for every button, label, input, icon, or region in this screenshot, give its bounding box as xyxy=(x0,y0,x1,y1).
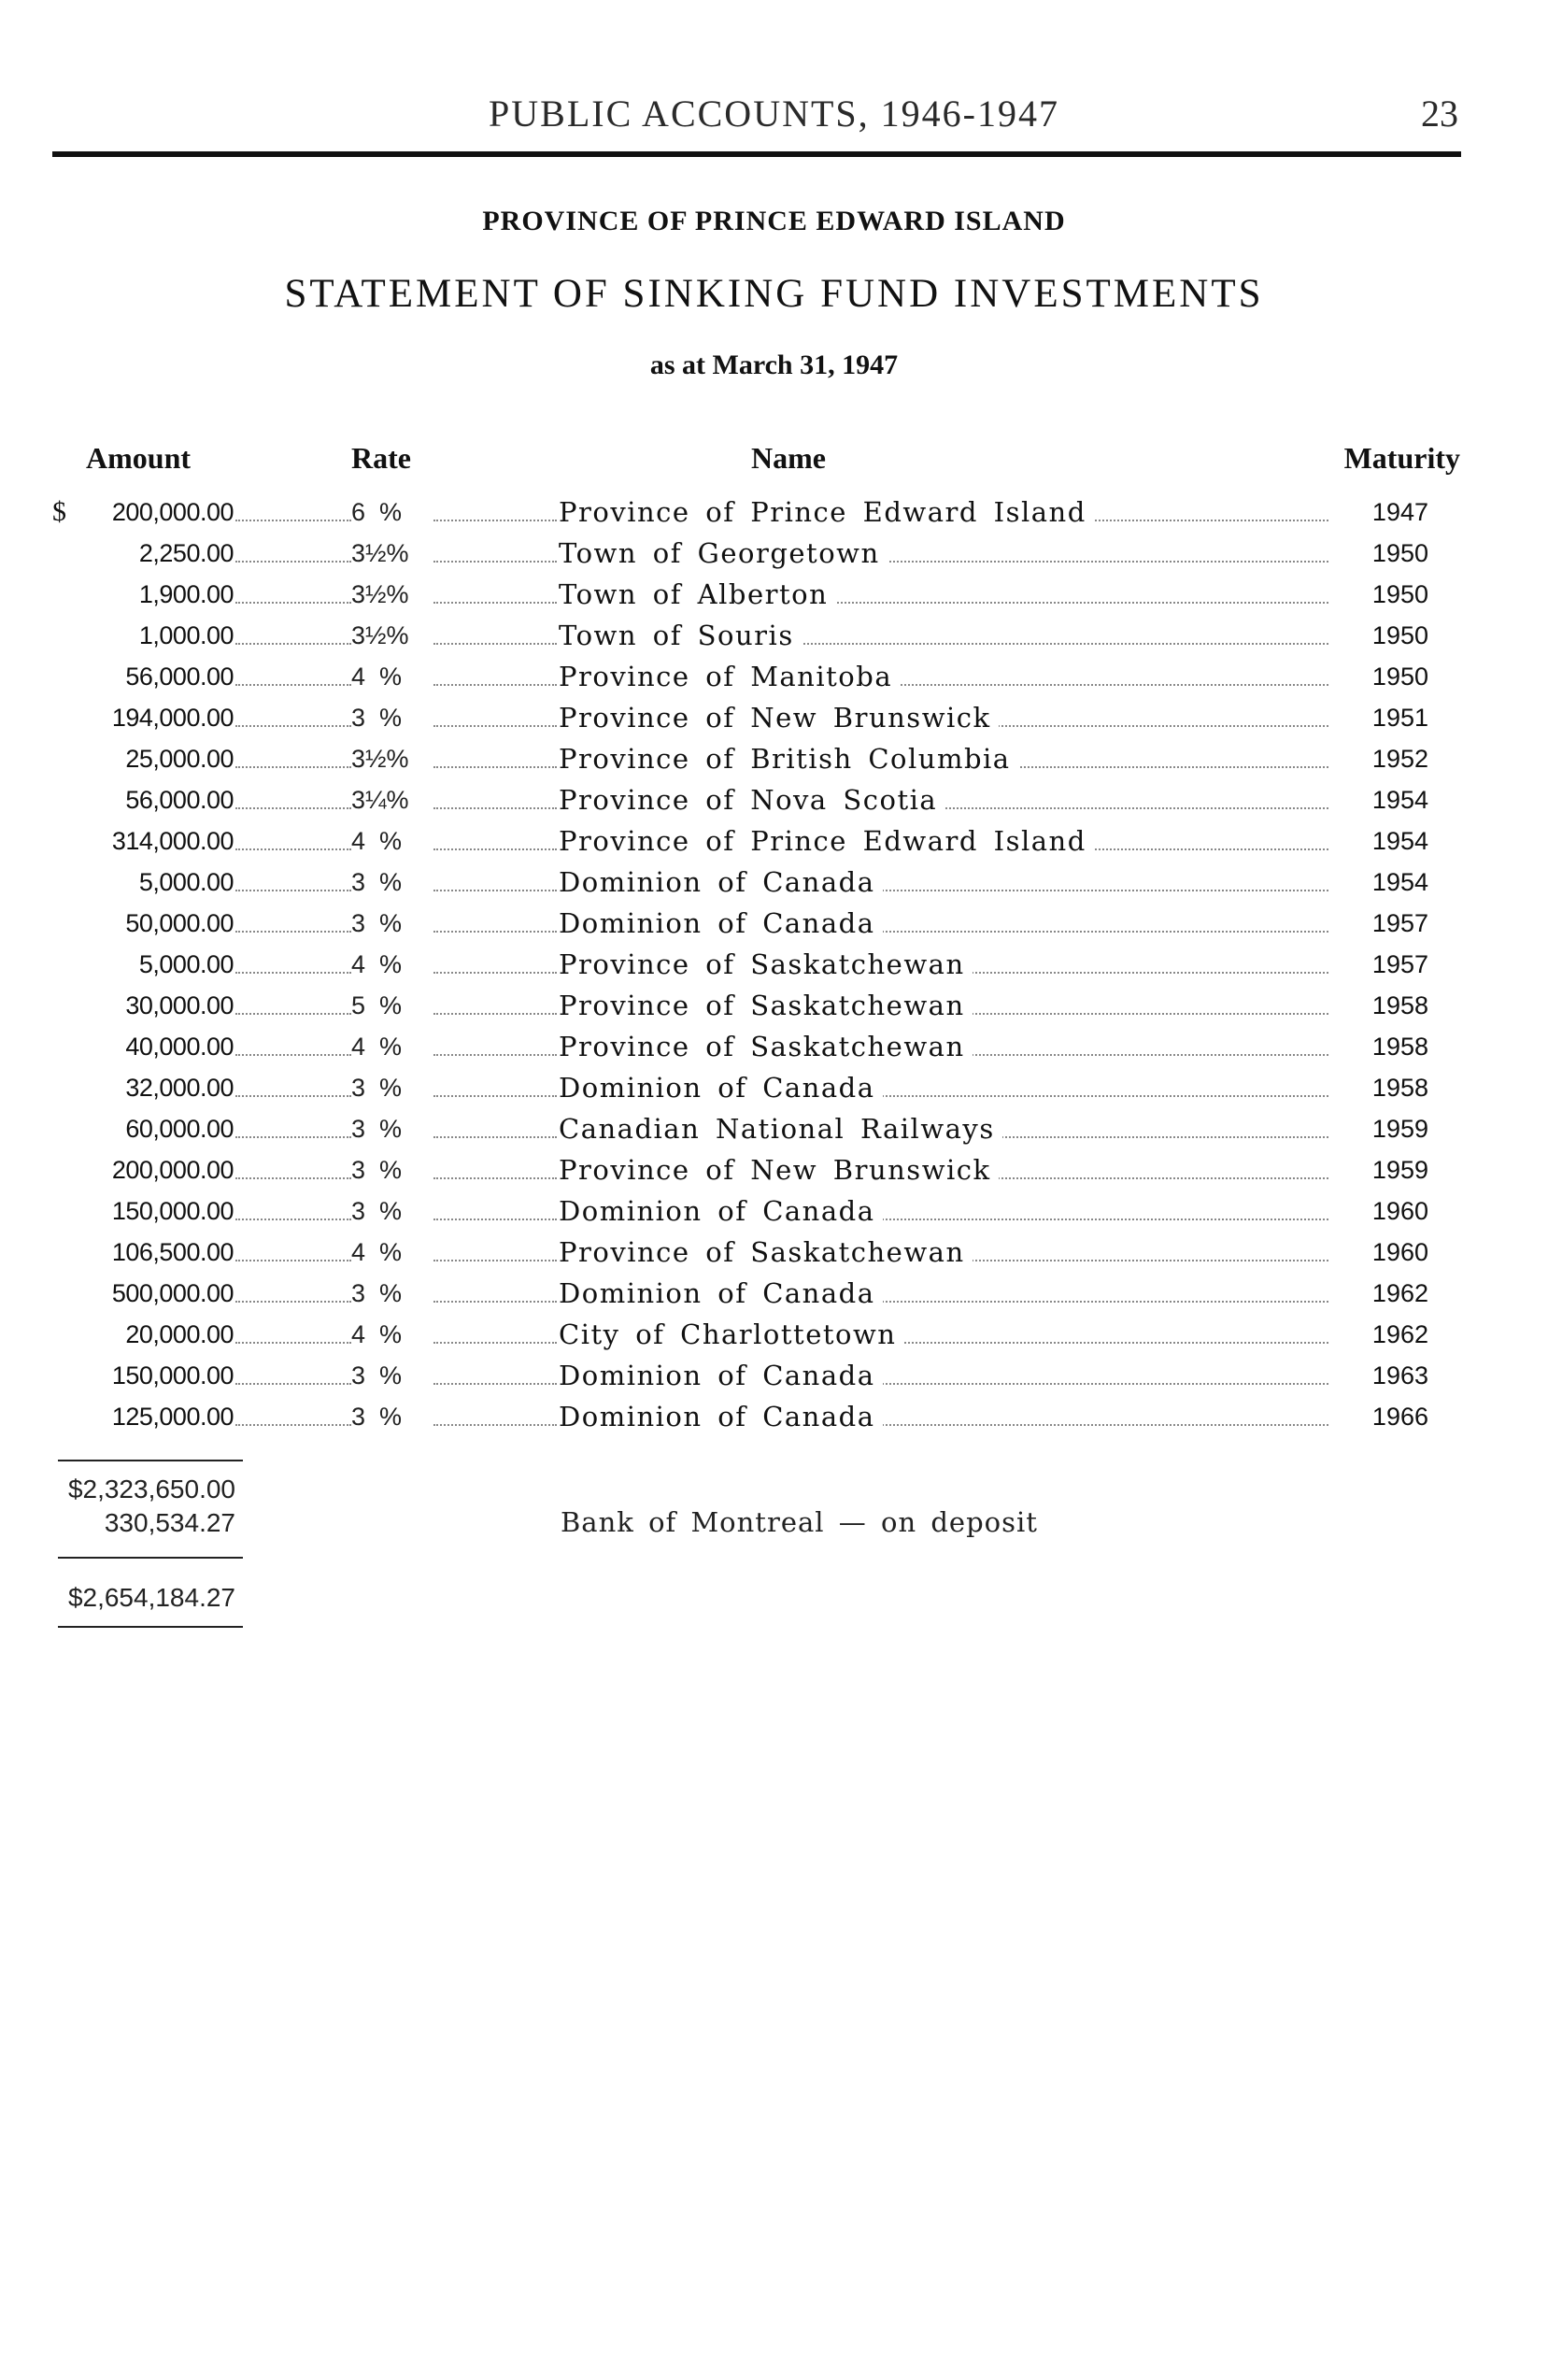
dot-leader xyxy=(235,574,351,604)
dot-leader xyxy=(433,985,557,1015)
table-row xyxy=(0,615,1548,656)
deposit-label: Bank of Montreal — on deposit xyxy=(561,1506,1038,1538)
amount-cell: 5,000.00 xyxy=(138,868,234,896)
table-row xyxy=(0,697,1548,738)
dot-leader xyxy=(433,1314,557,1344)
table-row xyxy=(0,656,1548,697)
dot-leader xyxy=(235,1314,351,1344)
amount-cell: 60,000.00 xyxy=(125,1115,234,1143)
dot-leader xyxy=(235,656,351,686)
table-row xyxy=(0,985,1548,1026)
rate-cell: 3 % xyxy=(351,1115,403,1143)
grand-total: $2,654,184.27 xyxy=(67,1583,235,1612)
maturity-cell: 1962 xyxy=(1371,1279,1428,1307)
column-header-rate: Rate xyxy=(351,441,411,475)
name-cell: Province of Prince Edward Island xyxy=(559,492,1094,533)
name-cell: Province of Saskatchewan xyxy=(559,1232,973,1273)
table-row xyxy=(0,1314,1548,1355)
name-cell: Province of New Brunswick xyxy=(559,1149,999,1190)
dot-leader xyxy=(433,574,557,604)
dot-leader xyxy=(433,697,557,727)
maturity-cell: 1950 xyxy=(1371,580,1428,608)
dot-leader xyxy=(433,1355,557,1385)
dot-leader xyxy=(235,615,351,645)
dot-leader xyxy=(235,697,351,727)
rate-cell: 3½% xyxy=(351,580,409,608)
maturity-cell: 1950 xyxy=(1371,539,1428,567)
dot-leader xyxy=(235,1232,351,1261)
dot-leader xyxy=(235,1026,351,1056)
name-cell: Province of New Brunswick xyxy=(559,697,999,738)
table-row xyxy=(0,903,1548,944)
table-row xyxy=(0,1273,1548,1314)
column-headers xyxy=(0,441,1548,478)
rate-cell: 4 % xyxy=(351,827,403,855)
amount-cell: 50,000.00 xyxy=(125,909,234,937)
rate-cell: 3 % xyxy=(351,1156,403,1184)
table-row xyxy=(0,1396,1548,1437)
dot-leader xyxy=(433,656,557,686)
dot-leader xyxy=(235,985,351,1015)
dot-leader xyxy=(235,738,351,768)
header-rule xyxy=(52,151,1461,157)
dot-leader xyxy=(433,1190,557,1220)
total-underline xyxy=(58,1626,243,1628)
subtotal-rule xyxy=(58,1460,243,1461)
rate-cell: 3 % xyxy=(351,1279,403,1307)
maturity-cell: 1960 xyxy=(1371,1238,1428,1266)
dot-leader xyxy=(235,1396,351,1426)
maturity-cell: 1963 xyxy=(1371,1361,1428,1390)
column-header-name: Name xyxy=(751,441,826,475)
amount-cell: 150,000.00 xyxy=(111,1197,234,1225)
rate-cell: 4 % xyxy=(351,1320,403,1348)
amount-cell: 314,000.00 xyxy=(111,827,234,855)
name-cell: Dominion of Canada xyxy=(559,1273,883,1314)
name-cell: Province of Saskatchewan xyxy=(559,1026,973,1067)
maturity-cell: 1960 xyxy=(1371,1197,1428,1225)
rate-cell: 3 % xyxy=(351,868,403,896)
name-cell: Dominion of Canada xyxy=(559,1190,883,1232)
name-cell: Town of Georgetown xyxy=(559,533,888,574)
table-row xyxy=(0,492,1548,533)
subtotal-amount: $2,323,650.00 xyxy=(67,1475,235,1504)
maturity-cell: 1954 xyxy=(1371,868,1428,896)
amount-cell: 106,500.00 xyxy=(111,1238,234,1266)
currency-symbol: $ xyxy=(52,496,66,527)
dot-leader xyxy=(433,1108,557,1138)
name-cell: Province of Saskatchewan xyxy=(559,944,973,985)
amount-cell: 150,000.00 xyxy=(111,1361,234,1390)
name-cell: Province of Manitoba xyxy=(559,656,900,697)
amount-cell: 125,000.00 xyxy=(111,1403,234,1431)
dot-leader xyxy=(433,492,557,521)
maturity-cell: 1950 xyxy=(1371,663,1428,691)
amount-cell: 500,000.00 xyxy=(111,1279,234,1307)
dot-leader xyxy=(433,1067,557,1097)
amount-cell: 194,000.00 xyxy=(111,704,234,732)
rate-cell: 6 % xyxy=(351,498,403,526)
table-row xyxy=(0,1232,1548,1273)
dot-leader xyxy=(433,862,557,891)
dot-leader xyxy=(235,1190,351,1220)
page-number: 23 xyxy=(1421,93,1458,135)
table-row xyxy=(0,1190,1548,1232)
maturity-cell: 1958 xyxy=(1371,1033,1428,1061)
dot-leader xyxy=(235,533,351,563)
name-cell: Canadian National Railways xyxy=(559,1108,1002,1149)
dot-leader xyxy=(235,779,351,809)
amount-cell: 200,000.00 xyxy=(111,1156,234,1184)
name-cell: Dominion of Canada xyxy=(559,1067,883,1108)
dot-leader xyxy=(433,615,557,645)
rate-cell: 5 % xyxy=(351,991,403,1019)
column-header-maturity: Maturity xyxy=(1343,441,1460,475)
dot-leader xyxy=(235,820,351,850)
dot-leader xyxy=(433,944,557,974)
running-head xyxy=(0,92,1548,148)
dot-leader xyxy=(235,1108,351,1138)
maturity-cell: 1954 xyxy=(1371,786,1428,814)
table-row xyxy=(0,1067,1548,1108)
amount-cell: 5,000.00 xyxy=(138,950,234,978)
maturity-cell: 1954 xyxy=(1371,827,1428,855)
rate-cell: 3 % xyxy=(351,909,403,937)
total-rule xyxy=(58,1557,243,1559)
rate-cell: 3 % xyxy=(351,1361,403,1390)
maturity-cell: 1958 xyxy=(1371,991,1428,1019)
dot-leader xyxy=(433,1232,557,1261)
table-row xyxy=(0,944,1548,985)
dot-leader xyxy=(235,1273,351,1303)
running-title: PUBLIC ACCOUNTS, 1946-1947 xyxy=(489,93,1059,135)
rate-cell: 3 % xyxy=(351,704,403,732)
rate-cell: 3 % xyxy=(351,1197,403,1225)
name-cell: Province of Prince Edward Island xyxy=(559,820,1094,862)
table-row xyxy=(0,1149,1548,1190)
investments-table xyxy=(0,492,1548,1437)
dot-leader xyxy=(235,862,351,891)
maturity-cell: 1957 xyxy=(1371,909,1428,937)
rate-cell: 3 % xyxy=(351,1403,403,1431)
maturity-cell: 1952 xyxy=(1371,745,1428,773)
dot-leader xyxy=(235,492,351,521)
table-row xyxy=(0,779,1548,820)
name-cell: Dominion of Canada xyxy=(559,862,883,903)
name-cell: Dominion of Canada xyxy=(559,903,883,944)
rate-cell: 3 % xyxy=(351,1074,403,1102)
maturity-cell: 1958 xyxy=(1371,1074,1428,1102)
name-cell: City of Charlottetown xyxy=(559,1314,903,1355)
dot-leader xyxy=(235,1067,351,1097)
province-heading: PROVINCE OF PRINCE EDWARD ISLAND xyxy=(482,206,1066,236)
maturity-cell: 1951 xyxy=(1371,704,1428,732)
maturity-cell: 1947 xyxy=(1371,498,1428,526)
amount-cell: 25,000.00 xyxy=(125,745,234,773)
maturity-cell: 1950 xyxy=(1371,621,1428,649)
maturity-cell: 1962 xyxy=(1371,1320,1428,1348)
deposit-amount: 330,534.27 xyxy=(104,1508,235,1537)
dot-leader xyxy=(433,820,557,850)
maturity-cell: 1957 xyxy=(1371,950,1428,978)
table-row xyxy=(0,1026,1548,1067)
maturity-cell: 1959 xyxy=(1371,1115,1428,1143)
name-cell: Town of Souris xyxy=(559,615,802,656)
dot-leader xyxy=(235,944,351,974)
amount-cell: 56,000.00 xyxy=(125,663,234,691)
table-row xyxy=(0,820,1548,862)
amount-cell: 20,000.00 xyxy=(125,1320,234,1348)
rate-cell: 4 % xyxy=(351,1033,403,1061)
dot-leader xyxy=(235,1149,351,1179)
dot-leader xyxy=(433,1273,557,1303)
dot-leader xyxy=(433,533,557,563)
name-cell: Dominion of Canada xyxy=(559,1355,883,1396)
dot-leader xyxy=(433,738,557,768)
column-header-amount: Amount xyxy=(86,441,192,475)
rate-cell: 4 % xyxy=(351,1238,403,1266)
maturity-cell: 1966 xyxy=(1371,1403,1428,1431)
amount-cell: 1,900.00 xyxy=(138,580,234,608)
table-row xyxy=(0,574,1548,615)
table-row xyxy=(0,1355,1548,1396)
table-row xyxy=(0,533,1548,574)
rate-cell: 4 % xyxy=(351,950,403,978)
rate-cell: 4 % xyxy=(351,663,403,691)
name-cell: Province of Nova Scotia xyxy=(559,779,944,820)
dot-leader xyxy=(433,779,557,809)
amount-cell: 32,000.00 xyxy=(125,1074,234,1102)
name-cell: Province of Saskatchewan xyxy=(559,985,973,1026)
amount-cell: 30,000.00 xyxy=(125,991,234,1019)
dot-leader xyxy=(433,1149,557,1179)
rate-cell: 3½% xyxy=(351,621,409,649)
name-cell: Dominion of Canada xyxy=(559,1396,883,1437)
name-cell: Province of British Columbia xyxy=(559,738,1018,779)
amount-cell: 1,000.00 xyxy=(138,621,234,649)
dot-leader xyxy=(433,1026,557,1056)
as-at-date: as at March 31, 1947 xyxy=(649,349,899,380)
dot-leader xyxy=(433,1396,557,1426)
table-row xyxy=(0,862,1548,903)
rate-cell: 3¼% xyxy=(351,786,409,814)
rate-cell: 3½% xyxy=(351,539,409,567)
rate-cell: 3½% xyxy=(351,745,409,773)
amount-cell: 2,250.00 xyxy=(138,539,234,567)
statement-title: STATEMENT OF SINKING FUND INVESTMENTS xyxy=(284,272,1264,316)
dot-leader xyxy=(433,903,557,933)
dot-leader xyxy=(235,1355,351,1385)
table-row xyxy=(0,1108,1548,1149)
amount-cell: 200,000.00 xyxy=(111,498,234,526)
dot-leader xyxy=(235,903,351,933)
name-cell: Town of Alberton xyxy=(559,574,835,615)
amount-cell: 56,000.00 xyxy=(125,786,234,814)
amount-cell: 40,000.00 xyxy=(125,1033,234,1061)
table-row xyxy=(0,738,1548,779)
maturity-cell: 1959 xyxy=(1371,1156,1428,1184)
